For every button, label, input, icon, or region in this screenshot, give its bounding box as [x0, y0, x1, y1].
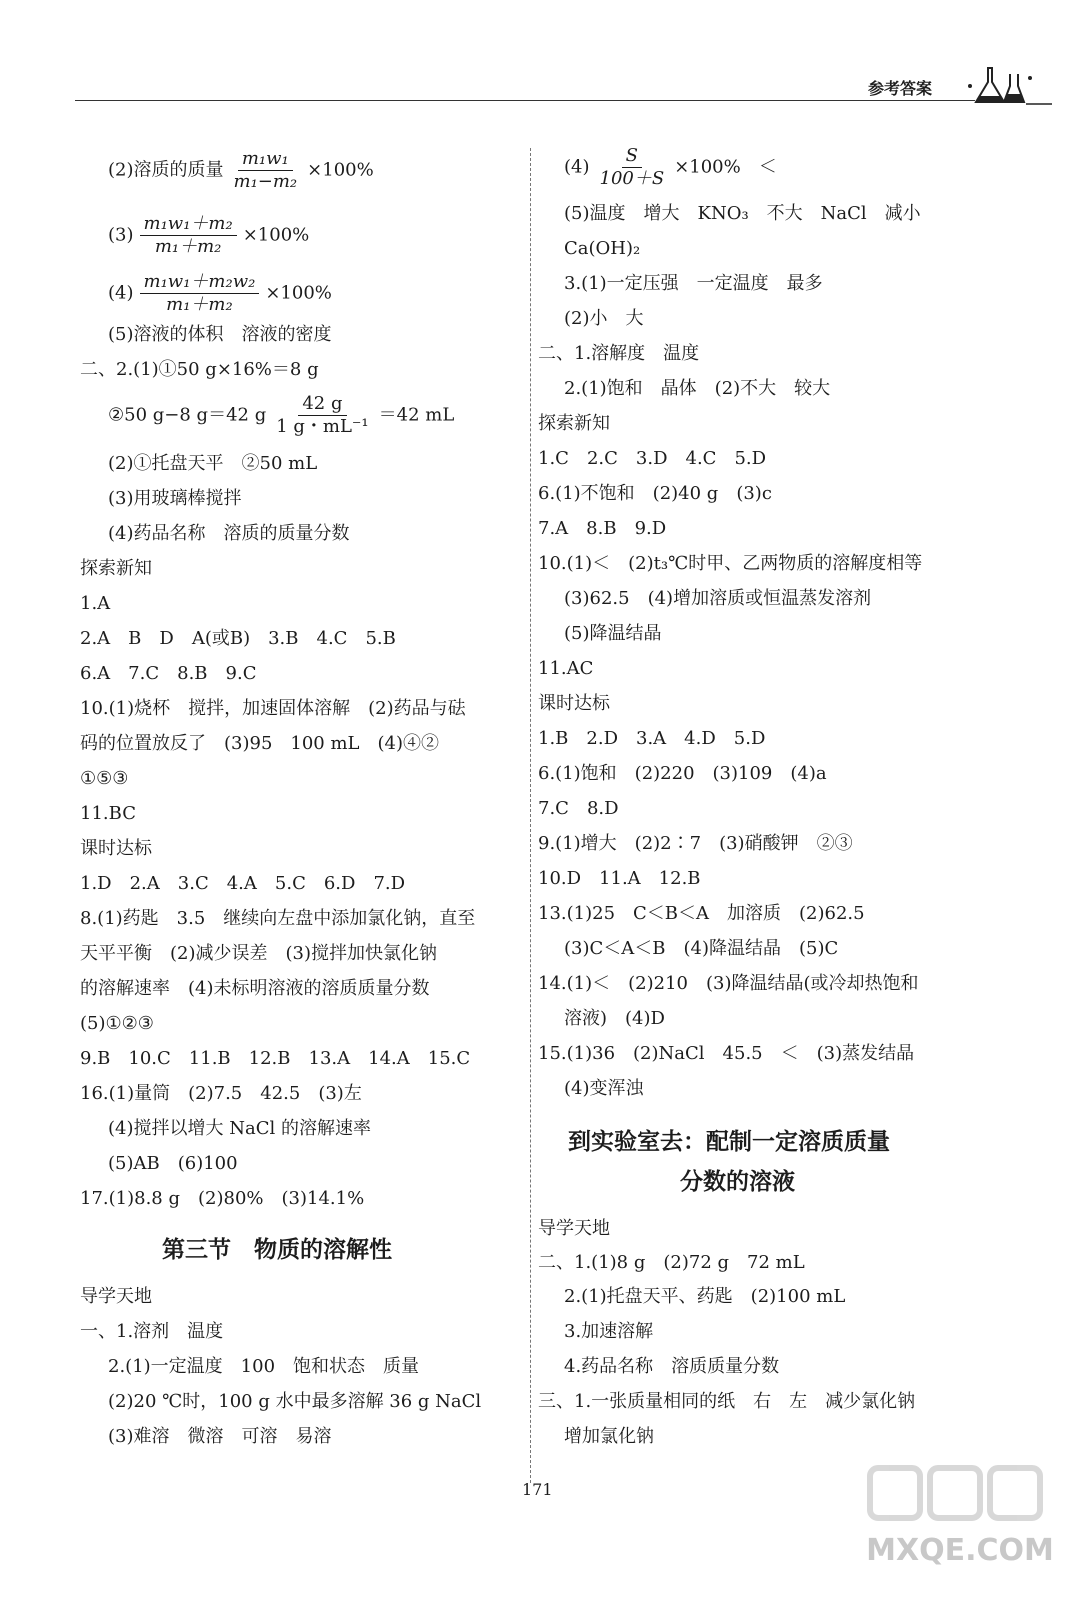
- fraction: [140, 271, 260, 316]
- answer-line: 的溶解速率 (4)未标明溶液的溶质质量分数: [80, 978, 430, 999]
- header-rule: [75, 100, 975, 101]
- denominator: 100＋S: [599, 168, 665, 189]
- numerator: m₁w₁＋m₂w₂: [140, 271, 260, 294]
- frac-prefix: (4): [564, 156, 590, 178]
- answer-frac-1: [564, 145, 777, 190]
- frac-prefix: (4): [108, 282, 134, 304]
- denominator: 1 g・mL⁻¹: [276, 416, 369, 437]
- answer-line: 2.(1)一定温度 100 饱和状态 质量: [108, 1356, 420, 1377]
- answer-line: (5)①②③: [80, 1013, 154, 1034]
- answer-line: (2)20 ℃时，100 g 水中最多溶解 36 g NaCl: [108, 1391, 482, 1412]
- answer-line: 1.B 2.D 3.A 4.D 5.D: [538, 728, 766, 749]
- page-header: [0, 58, 1084, 108]
- section-title: 第三节 物质的溶解性: [162, 1237, 392, 1263]
- answer-frac-7: [108, 393, 454, 438]
- answer-line: ①⑤③: [80, 768, 129, 789]
- answer-line: 2.A B D A(或B) 3.B 4.C 5.B: [80, 628, 396, 649]
- answer-line: 9.B 10.C 11.B 12.B 13.A 14.A 15.C: [80, 1048, 471, 1069]
- fraction: [596, 145, 669, 190]
- answer-line: 溶液) (4)D: [564, 1008, 665, 1029]
- answer-line: 11.BC: [80, 803, 136, 824]
- answer-line: (3)62.5 (4)增加溶质或恒温蒸发溶剂: [564, 588, 872, 609]
- answer-frac-3: [108, 213, 309, 258]
- denominator: m₁−m₂: [233, 171, 298, 192]
- answer-line: Ca(OH)₂: [564, 238, 641, 259]
- subheading: 探索新知: [80, 558, 152, 579]
- answer-line: 10.D 11.A 12.B: [538, 868, 701, 889]
- answer-line: (4)变浑浊: [564, 1078, 644, 1099]
- frac-prefix: (2)溶质的质量: [108, 159, 224, 181]
- answer-frac-2: [108, 148, 374, 193]
- answer-line: 码的位置放反了 (3)95 100 mL (4)④②: [80, 733, 439, 754]
- answer-line: 15.(1)36 (2)NaCl 45.5 ＜ (3)蒸发结晶: [538, 1043, 915, 1064]
- subheading: 课时达标: [80, 838, 152, 859]
- answer-line: 14.(1)＜ (2)210 (3)降温结晶(或冷却热饱和: [538, 973, 919, 994]
- answer-line: 三、1.一张质量相同的纸 右 左 减少氯化钠: [538, 1391, 916, 1412]
- section-title: 到实验室去：配制一定溶质质量: [568, 1129, 890, 1155]
- answer-frac-4: [108, 271, 332, 316]
- answer-line: (5)降温结晶: [564, 623, 662, 644]
- answer-line: 17.(1)8.8 g (2)80% (3)14.1%: [80, 1188, 365, 1209]
- header-title: 参考答案: [868, 79, 933, 98]
- watermark-text: MXQE.COM: [866, 1533, 1054, 1568]
- answer-line: 3.(1)一定压强 一定温度 最多: [564, 273, 823, 294]
- frac-prefix: (3): [108, 224, 134, 246]
- frac-suffix: ×100%: [265, 282, 332, 304]
- subheading: 探索新知: [538, 413, 610, 434]
- answer-line: (5)AB (6)100: [108, 1153, 238, 1174]
- flask-logo-icon: [960, 64, 1052, 106]
- answer-line: 10.(1)烧杯 搅拌，加速固体溶解 (2)药品与砝: [80, 698, 466, 719]
- watermark-logo: [860, 1460, 1060, 1580]
- answer-line: (2)①托盘天平 ②50 mL: [108, 453, 318, 474]
- answer-line: 6.A 7.C 8.B 9.C: [80, 663, 257, 684]
- answer-line: 1.D 2.A 3.C 4.A 5.C 6.D 7.D: [80, 873, 406, 894]
- answer-line: 10.(1)＜ (2)t₃℃时甲、乙两物质的溶解度相等: [538, 553, 923, 574]
- answer-line: 6.(1)不饱和 (2)40 g (3)c: [538, 483, 772, 504]
- answer-line: 二、1.(1)8 g (2)72 g 72 mL: [538, 1252, 805, 1273]
- column-divider: [530, 148, 531, 1483]
- answer-line: 8.(1)药匙 3.5 继续向左盘中添加氯化钠，直至: [80, 908, 476, 929]
- answer-line: 二、1.溶解度 温度: [538, 343, 700, 364]
- answer-line: 4.药品名称 溶质质量分数: [564, 1356, 780, 1377]
- answer-line: 7.A 8.B 9.D: [538, 518, 667, 539]
- answer-line: 二、2.(1)①50 g×16%＝8 g: [80, 359, 319, 380]
- fraction: [230, 148, 302, 193]
- answer-line: 一、1.溶剂 温度: [80, 1321, 224, 1342]
- frac-suffix: ＝42 mL: [378, 404, 455, 426]
- answer-line: (3)难溶 微溶 可溶 易溶: [108, 1426, 332, 1447]
- section-title-line2: 分数的溶液: [680, 1169, 795, 1195]
- answer-line: (5)温度 增大 KNO₃ 不大 NaCl 减小: [564, 203, 921, 224]
- frac-suffix: ×100%: [307, 159, 374, 181]
- answer-line: 6.(1)饱和 (2)220 (3)109 (4)a: [538, 763, 827, 784]
- numerator: m₁w₁＋m₂: [140, 213, 237, 236]
- denominator: m₁＋m₂: [166, 294, 233, 315]
- answer-line: 天平平衡 (2)减少误差 (3)搅拌加快氯化钠: [80, 943, 437, 964]
- answer-line: (2)小 大: [564, 308, 644, 329]
- answer-line: 3.加速溶解: [564, 1321, 654, 1342]
- fraction: [272, 393, 372, 438]
- answer-line: (5)溶液的体积 溶液的密度: [108, 324, 332, 345]
- subheading: 导学天地: [80, 1286, 152, 1307]
- answer-line: (4)搅拌以增大 NaCl 的溶解速率: [108, 1118, 371, 1139]
- answer-line: 1.C 2.C 3.D 4.C 5.D: [538, 448, 767, 469]
- denominator: m₁＋m₂: [154, 236, 222, 257]
- answer-line: 13.(1)25 C＜B＜A 加溶质 (2)62.5: [538, 903, 865, 924]
- page-number: 171: [522, 1480, 553, 1499]
- answer-line: (4)药品名称 溶质的质量分数: [108, 523, 350, 544]
- answer-line: 1.A: [80, 593, 111, 614]
- numerator: m₁w₁: [238, 148, 293, 171]
- subheading: 导学天地: [538, 1218, 610, 1239]
- numerator: 42 g: [298, 393, 346, 416]
- frac-prefix: ②50 g−8 g＝42 g: [108, 404, 267, 426]
- fraction: [140, 213, 237, 258]
- frac-suffix: ×100%: [242, 224, 310, 246]
- frac-suffix: ×100% ＜: [674, 156, 777, 178]
- answer-line: 9.(1)增大 (2)2∶7 (3)硝酸钾 ②③: [538, 833, 853, 854]
- answer-line: 2.(1)饱和 晶体 (2)不大 较大: [564, 378, 831, 399]
- answer-line: 2.(1)托盘天平、药匙 (2)100 mL: [564, 1286, 846, 1307]
- answer-line: (3)C＜A＜B (4)降温结晶 (5)C: [564, 938, 839, 959]
- answer-line: 增加氯化钠: [564, 1426, 654, 1447]
- answer-line: 7.C 8.D: [538, 798, 619, 819]
- subheading: 课时达标: [538, 693, 610, 714]
- answer-line: 16.(1)量筒 (2)7.5 42.5 (3)左: [80, 1083, 362, 1104]
- numerator: S: [622, 145, 642, 168]
- answer-line: (3)用玻璃棒搅拌: [108, 488, 242, 509]
- answer-line: 11.AC: [538, 658, 594, 679]
